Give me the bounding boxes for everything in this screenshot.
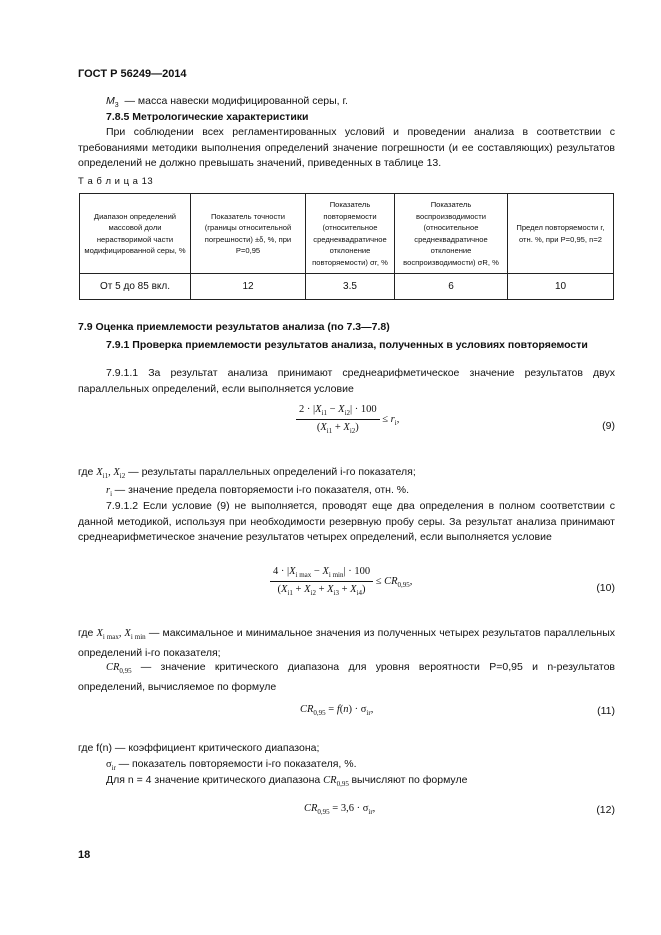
formula-10: $\frac{4 \cdot |X_{i max} - X_{i min}| \cdot 100}{(X_{i1} + X_{i2} + X_{i3} + X_{i4})}$ ≤ $CR_{0,95}$,	[270, 566, 412, 597]
equation-number-11: (11)	[597, 705, 615, 717]
equation-number-9: (9)	[602, 420, 615, 432]
table-header-cell: Показатель воспроизводимости (относительное среднеквадратичное отклонение воспроизводимости) σR, %	[395, 194, 508, 274]
table-cell: 3.5	[306, 274, 395, 300]
table-caption: Т а б л и ц а 13	[78, 176, 154, 187]
table-cell: 6	[395, 274, 508, 300]
paragraph-7912: 7.9.1.2 Если условие (9) не выполняется, проводят еще два определения в полном соответствии с данной методикой, используя при необходимости резервную пробу серы. За результат анализа принимают среднеарифметическое значение результатов четырех определений, если выполняется условие	[78, 500, 615, 543]
where-11b: $\sigma_{ir}$ — показатель повторяемости i-го показателя, %.	[106, 758, 357, 772]
section-785-text: При соблюдении всех регламентированных условий и проведении анализа в соответствии с требованиями методики выполнения определений значение погрешности (и ее составляющих) результатов определений не должно превышать значений, приведенных в таблице 13.	[78, 126, 615, 169]
table-13	[79, 193, 614, 300]
formula-11: $CR_{0,95} = f(n) \cdot \sigma_{ir}$,	[300, 704, 374, 717]
formula-12: $CR_{0,95} = 3,6 \cdot \sigma_{ir}$,	[304, 803, 376, 816]
page-number: 18	[78, 849, 91, 861]
equation-number-10: (10)	[596, 582, 615, 594]
where-9b: $r_i$ — значение предела повторяемости i-го показателя, отн. %.	[106, 484, 410, 498]
where-9a: где $X_{i1}$, $X_{i2}$ — результаты параллельных определений i-го показателя;	[78, 466, 416, 480]
paragraph-n4: Для n = 4 значение критического диапазона $CR_{0,95}$ вычисляют по формуле	[106, 774, 468, 788]
table-header-cell: Показатель повторяемости (относительное среднеквадратичное отклонение повторяемости) σr, %	[306, 194, 395, 274]
table-header-cell: Диапазон определений массовой доли нерастворимой части модифицированной серы, %	[80, 194, 191, 274]
m3-definition: $M_3$ — масса навески модифицированной серы, г.	[106, 95, 348, 109]
standard-header: ГОСТ Р 56249—2014	[78, 68, 187, 80]
where-10b: $CR_{0,95}$ — значение критического диапазона для уровня вероятности P=0,95 и n-результатов определений, вычисляемое по формуле	[78, 661, 616, 693]
table-cell: 10	[508, 274, 614, 300]
table-cell: От 5 до 85 вкл.	[80, 274, 191, 300]
formula-9: $\frac{2 \cdot |X_{i1} - X_{i2}| \cdot 100}{(X_{i1} + X_{i2})}$ ≤ $r_i$,	[296, 404, 399, 435]
section-79-title: 7.9 Оценка приемлемости результатов анализа (по 7.3—7.8)	[78, 321, 390, 333]
equation-number-12: (12)	[596, 804, 615, 816]
section-785-title: 7.8.5 Метрологические характеристики	[106, 111, 309, 123]
table-header-cell: Показатель точности (границы относительной погрешности) ±δ, %, при P=0,95	[191, 194, 306, 274]
section-791-title: 7.9.1 Проверка приемлемости результатов анализа, полученных в условиях повторяемости	[106, 339, 588, 351]
paragraph-7911: 7.9.1.1 За результат анализа принимают среднеарифметическое значение результатов двух параллельных определений, если выполняется условие	[78, 367, 615, 395]
table-header-cell: Предел повторяемости r, отн. %, при P=0,95, n=2	[508, 194, 614, 274]
where-11a: где f(n) — коэффициент критического диапазона;	[78, 742, 320, 754]
table-cell: 12	[191, 274, 306, 300]
where-10a: где $X_{i max}$, $X_{i min}$ — максимальное и минимальное значения из полученных четырех результатов параллельных определений i-го показателя;	[78, 627, 616, 659]
